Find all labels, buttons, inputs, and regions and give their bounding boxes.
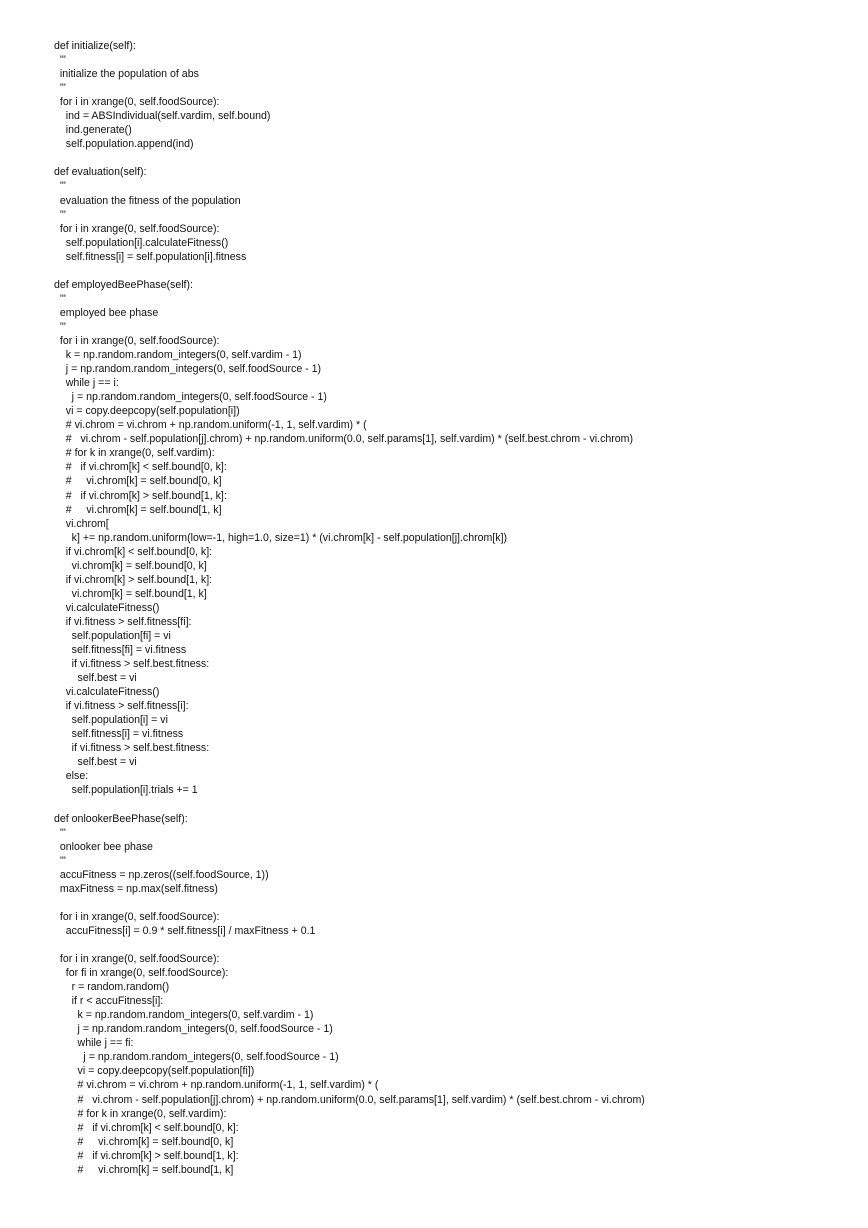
- blank-line: [54, 151, 645, 165]
- code-line: k = np.random.random_integers(0, self.vardim - 1): [54, 1009, 314, 1022]
- code-line: employed bee phase: [54, 306, 159, 319]
- code-line: vi.calculateFitness(): [54, 601, 160, 614]
- code-line: vi.calculateFitness(): [54, 686, 160, 699]
- code-line: def onlookerBeePhase(self):: [54, 812, 188, 825]
- code-line: self.population[i].trials += 1: [54, 784, 198, 797]
- code-line: if vi.fitness > self.best.fitness:: [54, 742, 210, 755]
- code-line: self.population.append(ind): [54, 138, 194, 151]
- code-line: self.population[i].calculateFitness(): [54, 236, 229, 249]
- code-line: j = np.random.random_integers(0, self.foodSource - 1): [54, 1023, 333, 1036]
- code-line: r = random.random(): [54, 981, 170, 994]
- code-line: ''': [54, 82, 66, 95]
- code-line: self.fitness[i] = self.population[i].fitness: [54, 250, 247, 263]
- code-line: k = np.random.random_integers(0, self.vardim - 1): [54, 349, 302, 362]
- code-line: if vi.fitness > self.best.fitness:: [54, 658, 210, 671]
- code-line: for i in xrange(0, self.foodSource):: [54, 953, 220, 966]
- code-line: if vi.fitness > self.fitness[fi]:: [54, 615, 192, 628]
- code-line: self.best = vi: [54, 756, 137, 769]
- code-line: for i in xrange(0, self.foodSource):: [54, 222, 220, 235]
- code-line: self.fitness[i] = vi.fitness: [54, 728, 184, 741]
- code-line: ind.generate(): [54, 124, 132, 137]
- code-line: # for k in xrange(0, self.vardim):: [54, 1107, 227, 1120]
- code-line: while j == fi:: [54, 1037, 134, 1050]
- code-line: # vi.chrom = vi.chrom + np.random.uniform(-1, 1, self.vardim) * (: [54, 419, 367, 432]
- code-line: accuFitness[i] = 0.9 * self.fitness[i] / maxFitness + 0.1: [54, 924, 316, 937]
- code-line: # vi.chrom - self.population[j].chrom) + np.random.uniform(0.0, self.params[1], self.vardim) * (self.best.chrom - vi.chrom): [54, 1093, 645, 1106]
- code-line: onlooker bee phase: [54, 840, 153, 853]
- code-line: vi.chrom[k] = self.bound[1, k]: [54, 587, 207, 600]
- code-line: # vi.chrom[k] = self.bound[0, k]: [54, 1135, 234, 1148]
- code-line: # if vi.chrom[k] < self.bound[0, k]:: [54, 1121, 239, 1134]
- code-line: k] += np.random.uniform(low=-1, high=1.0, size=1) * (vi.chrom[k] - self.population[j].chrom[k]): [54, 531, 508, 544]
- code-line: def initialize(self):: [54, 40, 136, 52]
- code-line: ''': [54, 320, 66, 333]
- code-line: # vi.chrom[k] = self.bound[0, k]: [54, 475, 222, 488]
- blank-line: [54, 938, 645, 952]
- code-line: # vi.chrom = vi.chrom + np.random.uniform(-1, 1, self.vardim) * (: [54, 1079, 379, 1092]
- code-line: else:: [54, 770, 89, 783]
- code-line: j = np.random.random_integers(0, self.foodSource - 1): [54, 363, 322, 376]
- code-line: vi.chrom[: [54, 517, 109, 530]
- code-line: j = np.random.random_integers(0, self.foodSource - 1): [54, 391, 327, 404]
- code-line: # for k in xrange(0, self.vardim):: [54, 447, 215, 460]
- code-line: if vi.fitness > self.fitness[i]:: [54, 700, 189, 713]
- code-line: # vi.chrom[k] = self.bound[1, k]: [54, 503, 222, 516]
- code-line: accuFitness = np.zeros((self.foodSource, 1)): [54, 868, 269, 881]
- code-line: ''': [54, 180, 66, 193]
- code-line: if r < accuFitness[i]:: [54, 995, 164, 1008]
- code-line: self.fitness[fi] = vi.fitness: [54, 644, 187, 657]
- code-line: # vi.chrom[k] = self.bound[1, k]: [54, 1163, 234, 1176]
- blank-line: [54, 264, 645, 278]
- code-line: ''': [54, 208, 66, 221]
- code-line: ind = ABSIndividual(self.vardim, self.bound): [54, 110, 271, 123]
- code-line: # if vi.chrom[k] > self.bound[1, k]:: [54, 1149, 239, 1162]
- code-line: self.population[i] = vi: [54, 714, 168, 727]
- code-line: # if vi.chrom[k] < self.bound[0, k]:: [54, 461, 227, 474]
- code-line: if vi.chrom[k] > self.bound[1, k]:: [54, 573, 213, 586]
- code-line: for i in xrange(0, self.foodSource):: [54, 910, 220, 923]
- code-line: # if vi.chrom[k] > self.bound[1, k]:: [54, 489, 227, 502]
- code-line: self.best = vi: [54, 672, 137, 685]
- code-line: if vi.chrom[k] < self.bound[0, k]:: [54, 545, 213, 558]
- code-line: def evaluation(self):: [54, 166, 147, 179]
- code-line: def employedBeePhase(self):: [54, 278, 193, 291]
- code-line: for i in xrange(0, self.foodSource):: [54, 96, 220, 109]
- code-line: ''': [54, 292, 66, 305]
- code-line: vi = copy.deepcopy(self.population[i]): [54, 405, 240, 418]
- code-line: while j == i:: [54, 377, 119, 390]
- code-line: # vi.chrom - self.population[j].chrom) + np.random.uniform(0.0, self.params[1], self.vardim) * (self.best.chrom - vi.chrom): [54, 433, 634, 446]
- code-line: for i in xrange(0, self.foodSource):: [54, 334, 220, 347]
- code-listing: [54, 39, 645, 1177]
- blank-line: [54, 896, 645, 910]
- code-line: evaluation the fitness of the population: [54, 194, 241, 207]
- blank-line: [54, 798, 645, 812]
- code-line: maxFitness = np.max(self.fitness): [54, 882, 218, 895]
- code-line: initialize the population of abs: [54, 68, 199, 81]
- code-line: ''': [54, 826, 66, 839]
- code-line: j = np.random.random_integers(0, self.foodSource - 1): [54, 1051, 339, 1064]
- code-line: ''': [54, 854, 66, 867]
- code-line: vi = copy.deepcopy(self.population[fi]): [54, 1065, 255, 1078]
- code-line: ''': [54, 54, 66, 67]
- code-line: self.population[fi] = vi: [54, 629, 171, 642]
- code-line: for fi in xrange(0, self.foodSource):: [54, 967, 229, 980]
- code-line: vi.chrom[k] = self.bound[0, k]: [54, 559, 207, 572]
